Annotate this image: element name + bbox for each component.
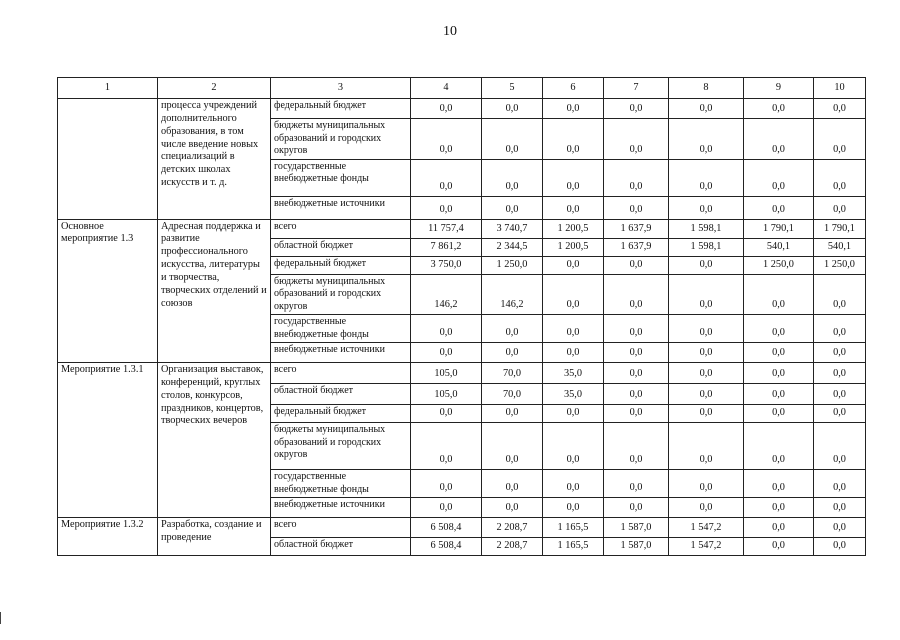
value-cell: 105,0	[411, 363, 482, 384]
value-cell: 0,0	[482, 99, 543, 119]
value-cell: 0,0	[604, 315, 669, 343]
value-cell: 0,0	[814, 384, 866, 405]
value-cell: 0,0	[669, 99, 744, 119]
value-cell: 0,0	[604, 423, 669, 470]
value-cell: 146,2	[411, 274, 482, 315]
value-cell: 0,0	[744, 518, 814, 538]
value-cell: 6 508,4	[411, 538, 482, 556]
value-cell: 0,0	[744, 99, 814, 119]
value-cell: 0,0	[744, 343, 814, 363]
value-cell: 70,0	[482, 363, 543, 384]
funding-source-cell: всего	[271, 219, 411, 238]
funding-source-cell: областной бюджет	[271, 538, 411, 556]
value-cell: 0,0	[604, 343, 669, 363]
header-cell: 1	[58, 78, 158, 99]
value-cell: 0,0	[543, 119, 604, 160]
funding-source-cell: всего	[271, 518, 411, 538]
table-body	[58, 78, 866, 556]
measure-code-cell: Мероприятие 1.3.2	[58, 518, 158, 556]
value-cell: 1 165,5	[543, 538, 604, 556]
funding-source-cell: федеральный бюджет	[271, 256, 411, 274]
value-cell: 0,0	[411, 99, 482, 119]
value-cell: 0,0	[482, 423, 543, 470]
value-cell: 0,0	[669, 343, 744, 363]
table-row	[58, 219, 866, 238]
value-cell: 0,0	[669, 363, 744, 384]
measure-code-cell: Мероприятие 1.3.1	[58, 363, 158, 518]
measure-name-cell: процесса учреждений дополнительного образования, в том числе введение новых специализаций в детских школах искусств и т. д.	[158, 99, 271, 220]
budget-table	[57, 77, 866, 556]
value-cell: 0,0	[604, 159, 669, 196]
value-cell: 1 547,2	[669, 518, 744, 538]
value-cell: 0,0	[744, 119, 814, 160]
value-cell: 0,0	[744, 498, 814, 518]
value-cell: 0,0	[744, 196, 814, 219]
header-cell: 7	[604, 78, 669, 99]
value-cell: 1 637,9	[604, 219, 669, 238]
value-cell: 0,0	[482, 405, 543, 423]
funding-source-cell: внебюджетные источники	[271, 196, 411, 219]
value-cell: 0,0	[814, 363, 866, 384]
value-cell: 0,0	[669, 196, 744, 219]
value-cell: 0,0	[411, 423, 482, 470]
value-cell: 0,0	[604, 99, 669, 119]
value-cell: 0,0	[482, 315, 543, 343]
value-cell: 70,0	[482, 384, 543, 405]
value-cell: 0,0	[411, 405, 482, 423]
value-cell: 0,0	[744, 363, 814, 384]
value-cell: 1 200,5	[543, 238, 604, 256]
value-cell: 2 208,7	[482, 538, 543, 556]
value-cell: 0,0	[543, 256, 604, 274]
value-cell: 0,0	[669, 274, 744, 315]
value-cell: 0,0	[814, 315, 866, 343]
value-cell: 1 547,2	[669, 538, 744, 556]
funding-source-cell: областной бюджет	[271, 384, 411, 405]
value-cell: 2 208,7	[482, 518, 543, 538]
value-cell: 1 200,5	[543, 219, 604, 238]
value-cell: 0,0	[669, 119, 744, 160]
value-cell: 0,0	[411, 196, 482, 219]
value-cell: 1 587,0	[604, 518, 669, 538]
value-cell: 0,0	[543, 274, 604, 315]
measure-name-cell: Адресная поддержка и развитие профессионального искусства, литературы и творчества, творческих отделений и союзов	[158, 219, 271, 363]
value-cell: 0,0	[814, 498, 866, 518]
value-cell: 1 790,1	[814, 219, 866, 238]
value-cell: 0,0	[744, 159, 814, 196]
value-cell: 0,0	[814, 470, 866, 498]
measure-name-cell: Организация выставок, конференций, круглых столов, конкурсов, праздников, концертов, творческих вечеров	[158, 363, 271, 518]
value-cell: 1 790,1	[744, 219, 814, 238]
table-row	[58, 99, 866, 119]
value-cell: 0,0	[744, 274, 814, 315]
value-cell: 0,0	[814, 343, 866, 363]
value-cell: 0,0	[482, 343, 543, 363]
value-cell: 0,0	[604, 363, 669, 384]
value-cell: 0,0	[604, 119, 669, 160]
value-cell: 7 861,2	[411, 238, 482, 256]
value-cell: 0,0	[744, 384, 814, 405]
value-cell: 0,0	[411, 470, 482, 498]
value-cell: 0,0	[744, 538, 814, 556]
value-cell: 0,0	[411, 498, 482, 518]
page-number: 10	[443, 24, 457, 39]
value-cell: 1 250,0	[482, 256, 543, 274]
value-cell: 11 757,4	[411, 219, 482, 238]
value-cell: 0,0	[604, 274, 669, 315]
funding-source-cell: бюджеты муниципальных образований и городских округов	[271, 423, 411, 470]
value-cell: 0,0	[744, 405, 814, 423]
value-cell: 0,0	[482, 119, 543, 160]
value-cell: 0,0	[543, 343, 604, 363]
value-cell: 0,0	[411, 343, 482, 363]
header-cell: 5	[482, 78, 543, 99]
value-cell: 0,0	[669, 384, 744, 405]
funding-source-cell: государственные внебюджетные фонды	[271, 315, 411, 343]
value-cell: 0,0	[814, 518, 866, 538]
value-cell: 540,1	[814, 238, 866, 256]
value-cell: 0,0	[482, 470, 543, 498]
value-cell: 0,0	[543, 196, 604, 219]
value-cell: 105,0	[411, 384, 482, 405]
header-cell: 8	[669, 78, 744, 99]
value-cell: 1 598,1	[669, 219, 744, 238]
table-row	[58, 363, 866, 384]
value-cell: 1 250,0	[814, 256, 866, 274]
value-cell: 0,0	[482, 196, 543, 219]
value-cell: 0,0	[669, 423, 744, 470]
measure-code-cell	[58, 99, 158, 220]
value-cell: 0,0	[814, 405, 866, 423]
measure-name-cell: Разработка, создание и проведение	[158, 518, 271, 556]
value-cell: 0,0	[411, 159, 482, 196]
value-cell: 0,0	[543, 423, 604, 470]
value-cell: 0,0	[669, 405, 744, 423]
value-cell: 0,0	[604, 196, 669, 219]
header-cell: 4	[411, 78, 482, 99]
value-cell: 0,0	[482, 159, 543, 196]
value-cell: 0,0	[669, 498, 744, 518]
measure-code-cell: Основное мероприятие 1.3	[58, 219, 158, 363]
value-cell: 6 508,4	[411, 518, 482, 538]
header-cell: 6	[543, 78, 604, 99]
value-cell: 0,0	[543, 405, 604, 423]
value-cell: 1 250,0	[744, 256, 814, 274]
value-cell: 1 637,9	[604, 238, 669, 256]
value-cell: 0,0	[814, 423, 866, 470]
table-row	[58, 518, 866, 538]
value-cell: 146,2	[482, 274, 543, 315]
header-cell: 3	[271, 78, 411, 99]
value-cell: 35,0	[543, 363, 604, 384]
funding-source-cell: областной бюджет	[271, 238, 411, 256]
funding-source-cell: государственные внебюджетные фонды	[271, 470, 411, 498]
value-cell: 0,0	[543, 498, 604, 518]
value-cell: 0,0	[744, 470, 814, 498]
header-cell: 10	[814, 78, 866, 99]
funding-source-cell: бюджеты муниципальных образований и городских округов	[271, 119, 411, 160]
value-cell: 1 165,5	[543, 518, 604, 538]
value-cell: 0,0	[744, 423, 814, 470]
value-cell: 0,0	[744, 315, 814, 343]
value-cell: 0,0	[543, 470, 604, 498]
value-cell: 0,0	[543, 315, 604, 343]
value-cell: 0,0	[669, 256, 744, 274]
funding-source-cell: федеральный бюджет	[271, 99, 411, 119]
value-cell: 1 587,0	[604, 538, 669, 556]
value-cell: 3 750,0	[411, 256, 482, 274]
value-cell: 0,0	[814, 538, 866, 556]
funding-source-cell: всего	[271, 363, 411, 384]
value-cell: 0,0	[814, 196, 866, 219]
margin-mark	[0, 612, 1, 624]
value-cell: 1 598,1	[669, 238, 744, 256]
value-cell: 0,0	[604, 384, 669, 405]
value-cell: 0,0	[543, 99, 604, 119]
value-cell: 0,0	[669, 315, 744, 343]
header-cell: 2	[158, 78, 271, 99]
value-cell: 0,0	[543, 159, 604, 196]
funding-source-cell: государственные внебюджетные фонды	[271, 159, 411, 196]
value-cell: 0,0	[604, 405, 669, 423]
header-cell: 9	[744, 78, 814, 99]
value-cell: 0,0	[604, 256, 669, 274]
value-cell: 0,0	[814, 274, 866, 315]
value-cell: 0,0	[669, 470, 744, 498]
value-cell: 0,0	[814, 159, 866, 196]
value-cell: 0,0	[604, 470, 669, 498]
value-cell: 0,0	[482, 498, 543, 518]
value-cell: 0,0	[604, 498, 669, 518]
funding-source-cell: внебюджетные источники	[271, 343, 411, 363]
funding-source-cell: бюджеты муниципальных образований и городских округов	[271, 274, 411, 315]
funding-source-cell: внебюджетные источники	[271, 498, 411, 518]
value-cell: 2 344,5	[482, 238, 543, 256]
value-cell: 540,1	[744, 238, 814, 256]
value-cell: 3 740,7	[482, 219, 543, 238]
funding-source-cell: федеральный бюджет	[271, 405, 411, 423]
value-cell: 35,0	[543, 384, 604, 405]
header-row	[58, 78, 866, 99]
value-cell: 0,0	[814, 99, 866, 119]
value-cell: 0,0	[669, 159, 744, 196]
value-cell: 0,0	[411, 119, 482, 160]
value-cell: 0,0	[814, 119, 866, 160]
value-cell: 0,0	[411, 315, 482, 343]
